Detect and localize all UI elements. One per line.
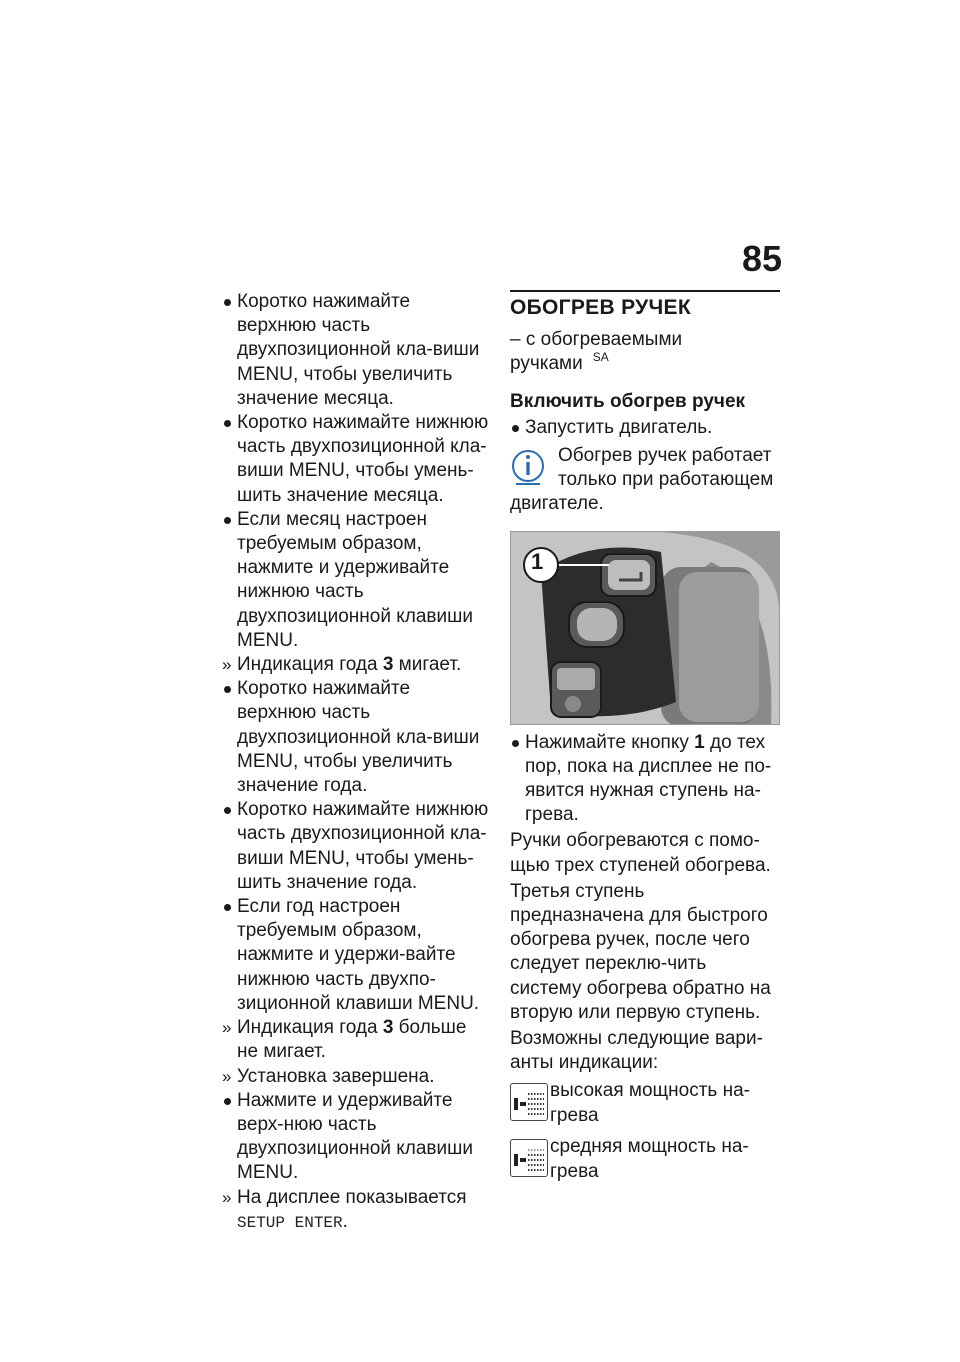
bullet-icon <box>224 1098 231 1105</box>
heat-level-text: высокая мощность на-грева <box>550 1080 750 1126</box>
info-icon <box>510 446 546 490</box>
list-item <box>510 731 780 828</box>
bullet-icon <box>224 517 231 524</box>
item-text: Если месяц настроен требуемым образом, нажмите и удерживайте нижнюю часть двухпозиционной клавиши MENU. <box>237 508 473 651</box>
result-text: . <box>342 1210 348 1232</box>
list-item <box>222 1089 492 1186</box>
list-item <box>222 798 492 895</box>
result-item <box>222 1065 492 1089</box>
display-text: SETUP ENTER <box>237 1213 343 1232</box>
result-arrow-icon: » <box>222 1066 232 1086</box>
handlebar-illustration <box>511 532 779 724</box>
bullet-icon <box>224 807 231 814</box>
result-text: Установка завершена. <box>237 1065 435 1087</box>
equipment-text: – с обогреваемыми ручками <box>510 329 683 375</box>
callout-number: 3 <box>382 654 394 676</box>
item-text: до тех пор, пока на дисплее не по-явится нужная ступень на-грева. <box>525 731 772 826</box>
left-column <box>222 290 492 1235</box>
bullet-icon <box>512 740 519 747</box>
heat-level-text: средняя мощность на-грева <box>550 1136 749 1182</box>
paragraph: Третья ступень предназначена для быстрого обогрева ручек, после чего следует переклю-чить систему обогрева обратно на вторую или первую ступень. <box>510 880 771 1023</box>
bullet-icon <box>224 686 231 693</box>
result-item <box>222 1016 492 1064</box>
result-arrow-icon: » <box>222 1018 232 1038</box>
callout-number: 3 <box>382 1017 394 1039</box>
bullet-icon <box>224 904 231 911</box>
result-text: мигает. <box>393 654 462 676</box>
list-item <box>222 508 492 653</box>
heated-grip-high-icon <box>510 1083 548 1121</box>
heat-level-row <box>510 1135 780 1187</box>
heat-level-row <box>510 1079 780 1131</box>
equipment-note <box>510 328 780 377</box>
callout-number: 1 <box>694 731 705 753</box>
item-text: Коротко нажимайте верхнюю часть двухпозиционной кла-виши MENU, чтобы увеличить значение месяца. <box>237 291 480 409</box>
paragraph: Возможны следующие вари-анты индикации: <box>510 1028 763 1074</box>
item-text: Коротко нажимайте верхнюю часть двухпозиционной кла-виши MENU, чтобы увеличить значение года. <box>237 678 480 797</box>
page-number: 85 <box>742 238 783 279</box>
bullet-icon <box>224 299 231 306</box>
info-text: Обогрев ручек работает <box>558 445 772 467</box>
sa-tag: SA <box>592 350 609 365</box>
bullet-icon <box>224 420 231 427</box>
right-column <box>510 290 780 1187</box>
item-text: Коротко нажимайте нижнюю часть двухпозиционной кла-виши MENU, чтобы умень-шить значение года. <box>237 799 489 893</box>
info-note <box>510 444 780 517</box>
list-item <box>222 677 492 798</box>
handlebar-photo <box>510 531 780 725</box>
section-title: ОБОГРЕВ РУЧЕК <box>510 290 780 320</box>
result-arrow-icon: » <box>222 655 232 675</box>
item-text: Запустить двигатель. <box>525 416 713 438</box>
result-text: На дисплее показывается <box>237 1186 467 1208</box>
list-item <box>510 416 780 440</box>
paragraph: Ручки обогреваются с помо-щью трех ступеней обогрева. <box>510 830 771 876</box>
subsection-title: Включить обогрев ручек <box>510 390 746 412</box>
list-item <box>222 290 492 411</box>
item-text: Нажмите и удерживайте верх-нюю часть двухпозиционной клавиши MENU. <box>237 1089 473 1184</box>
list-item <box>222 895 492 1016</box>
info-text: двигателе. <box>510 493 604 515</box>
result-item <box>222 1186 492 1235</box>
item-text: Нажимайте кнопку <box>525 731 695 753</box>
result-item <box>222 653 492 677</box>
info-text: только при работающем <box>558 469 774 491</box>
heated-grip-medium-icon <box>510 1139 548 1177</box>
result-text: Индикация года <box>237 654 383 676</box>
result-text: Индикация года <box>237 1017 383 1039</box>
item-text: Если год настроен требуемым образом, нажмите и удержи-вайте нижнюю часть двухпо-зиционной клавиши MENU. <box>237 896 480 1014</box>
photo-callout-number: 1 <box>531 548 544 574</box>
result-arrow-icon: » <box>222 1187 232 1207</box>
item-text: Коротко нажимайте нижнюю часть двухпозиционной кла-виши MENU, чтобы умень-шить значение месяца. <box>237 412 489 506</box>
result-text: больше не мигает. <box>237 1017 467 1063</box>
list-item <box>222 411 492 508</box>
bullet-icon <box>512 425 519 432</box>
